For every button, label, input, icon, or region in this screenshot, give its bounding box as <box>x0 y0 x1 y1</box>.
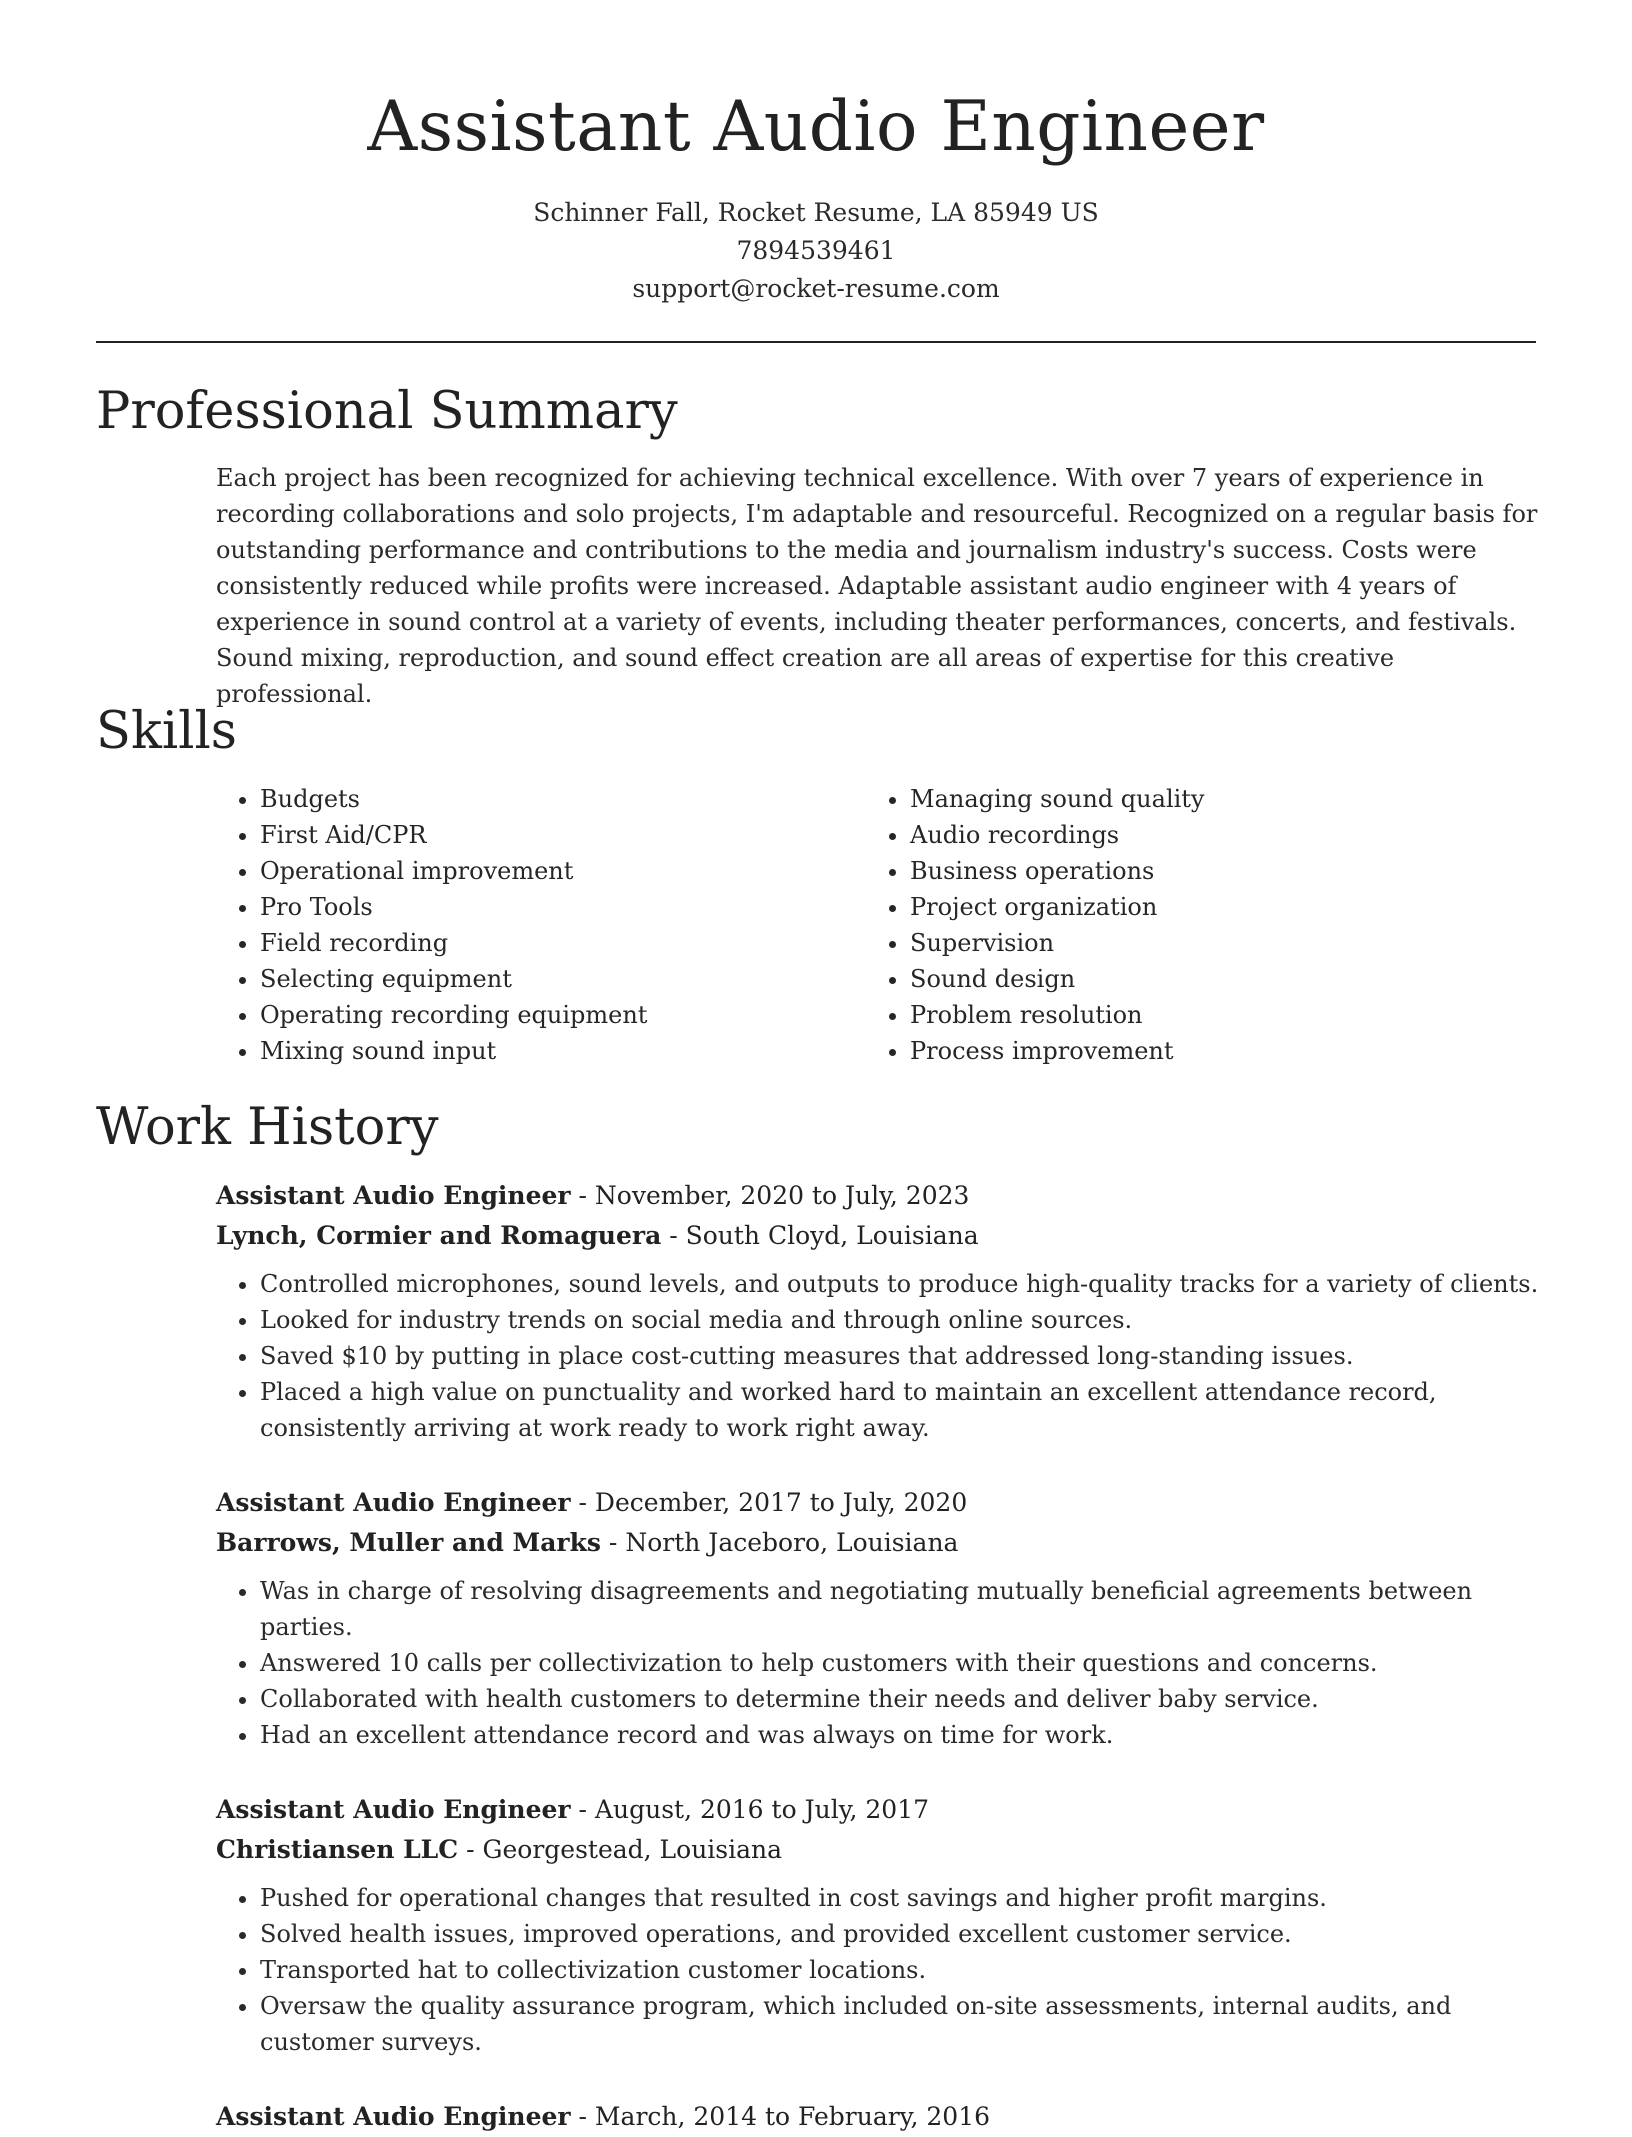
job-bullet: • Saved $10 by putting in place cost-cutting measures that addressed long-standing issues. <box>260 1338 1546 1374</box>
summary-text: Each project has been recognized for achieving technical excellence. With over 7 years of experience in recording collaborations and solo projects, I'm adaptable and resourceful. Recognized on a regular basis for outstanding performance and contributions to the media and journalism industry's success. Costs were consistently reduced while profits were increased. Adaptable assistant audio engineer with 4 years of experience in sound control at a variety of events, including theater performances, concerts, and festivals. Sound mixing, reproduction, and sound effect creation are all areas of expertise for this creative professional. <box>216 464 1538 708</box>
skills-column-left <box>216 781 866 1069</box>
job-bullet: • Answered 10 calls per collectivization to help customers with their questions and concerns. <box>260 1645 1546 1681</box>
job-role: Assistant Audio Engineer <box>216 1181 571 1210</box>
job-company: Christiansen LLC <box>216 1835 459 1864</box>
job-bullet: • Oversaw the quality assurance program, which included on-site assessments, internal audits, and customer surveys. <box>260 1988 1546 2060</box>
job-bullets <box>216 1573 1546 1753</box>
skill-item: • Mixing sound input <box>260 1033 866 1069</box>
job-bullet: • Looked for industry trends on social media and through online sources. <box>260 1302 1546 1338</box>
job-title-line <box>216 1790 1546 1830</box>
skills-list <box>216 781 1516 1069</box>
job-entry <box>216 1790 1546 2060</box>
job-bullet: • Placed a high value on punctuality and worked hard to maintain an excellent attendance record, consistently arriving at work ready to work right away. <box>260 1374 1546 1446</box>
header-divider <box>96 341 1536 343</box>
job-bullet: • Transported hat to collectivization customer locations. <box>260 1952 1546 1988</box>
skill-item: • Pro Tools <box>260 889 866 925</box>
resume-header <box>0 0 1632 308</box>
skill-item: • Process improvement <box>910 1033 1516 1069</box>
job-location: - Georgestead, Louisiana <box>458 1835 783 1864</box>
job-company-line <box>216 1830 1546 1870</box>
contact-email: support@rocket-resume.com <box>632 274 1000 303</box>
work-history-heading: Work History <box>96 1098 439 1157</box>
skill-item: • Operational improvement <box>260 853 866 889</box>
skill-item: • Budgets <box>260 781 866 817</box>
job-dates: - November, 2020 to July, 2023 <box>570 1181 970 1210</box>
job-bullet: • Pushed for operational changes that resulted in cost savings and higher profit margins. <box>260 1880 1546 1916</box>
skill-item: • Business operations <box>910 853 1516 889</box>
skill-item: • Managing sound quality <box>910 781 1516 817</box>
job-location: - South Cloyd, Louisiana <box>661 1221 979 1250</box>
job-title-line <box>216 1176 1546 1216</box>
job-company-line <box>216 1216 1546 1256</box>
job-dates: - December, 2017 to July, 2020 <box>570 1488 968 1517</box>
job-bullet: • Controlled microphones, sound levels, and outputs to produce high-quality tracks for a variety of clients. <box>260 1266 1546 1302</box>
job-bullet: • Was in charge of resolving disagreements and negotiating mutually beneficial agreements between parties. <box>260 1573 1546 1645</box>
job-dates: - August, 2016 to July, 2017 <box>570 1795 930 1824</box>
job-company: Lynch, Cormier and Romaguera <box>216 1221 662 1250</box>
job-title-line <box>216 1483 1546 1523</box>
job-bullet: • Collaborated with health customers to determine their needs and deliver baby service. <box>260 1681 1546 1717</box>
skills-heading: Skills <box>96 702 237 761</box>
skill-item: • Operating recording equipment <box>260 997 866 1033</box>
job-role: Assistant Audio Engineer <box>216 2102 571 2131</box>
job-bullets <box>216 1880 1546 2060</box>
job-role: Assistant Audio Engineer <box>216 1795 571 1824</box>
job-bullets <box>216 1266 1546 1446</box>
job-entry <box>216 1483 1546 1753</box>
job-dates: - March, 2014 to February, 2016 <box>570 2102 991 2131</box>
skills-column-right <box>866 781 1516 1069</box>
candidate-name: Assistant Audio Engineer <box>367 87 1265 167</box>
skill-item: • Supervision <box>910 925 1516 961</box>
skill-item: • First Aid/CPR <box>260 817 866 853</box>
contact-address: Schinner Fall, Rocket Resume, LA 85949 US <box>533 198 1099 227</box>
skill-item: • Project organization <box>910 889 1516 925</box>
skill-item: • Selecting equipment <box>260 961 866 997</box>
summary-heading: Professional Summary <box>96 382 678 441</box>
skill-item: • Sound design <box>910 961 1516 997</box>
job-role: Assistant Audio Engineer <box>216 1488 571 1517</box>
job-location: - North Jaceboro, Louisiana <box>600 1528 959 1557</box>
skill-item: • Problem resolution <box>910 997 1516 1033</box>
job-entry <box>216 1176 1546 1446</box>
job-entry <box>216 2097 1546 2137</box>
contact-phone: 7894539461 <box>736 236 896 265</box>
contact-block <box>0 194 1632 308</box>
job-company: Barrows, Muller and Marks <box>216 1528 601 1557</box>
job-bullet: • Solved health issues, improved operations, and provided excellent customer service. <box>260 1916 1546 1952</box>
skill-item: • Audio recordings <box>910 817 1516 853</box>
skill-item: • Field recording <box>260 925 866 961</box>
job-bullet: • Had an excellent attendance record and was always on time for work. <box>260 1717 1546 1753</box>
job-title-line <box>216 2097 1546 2137</box>
job-company-line <box>216 1523 1546 1563</box>
